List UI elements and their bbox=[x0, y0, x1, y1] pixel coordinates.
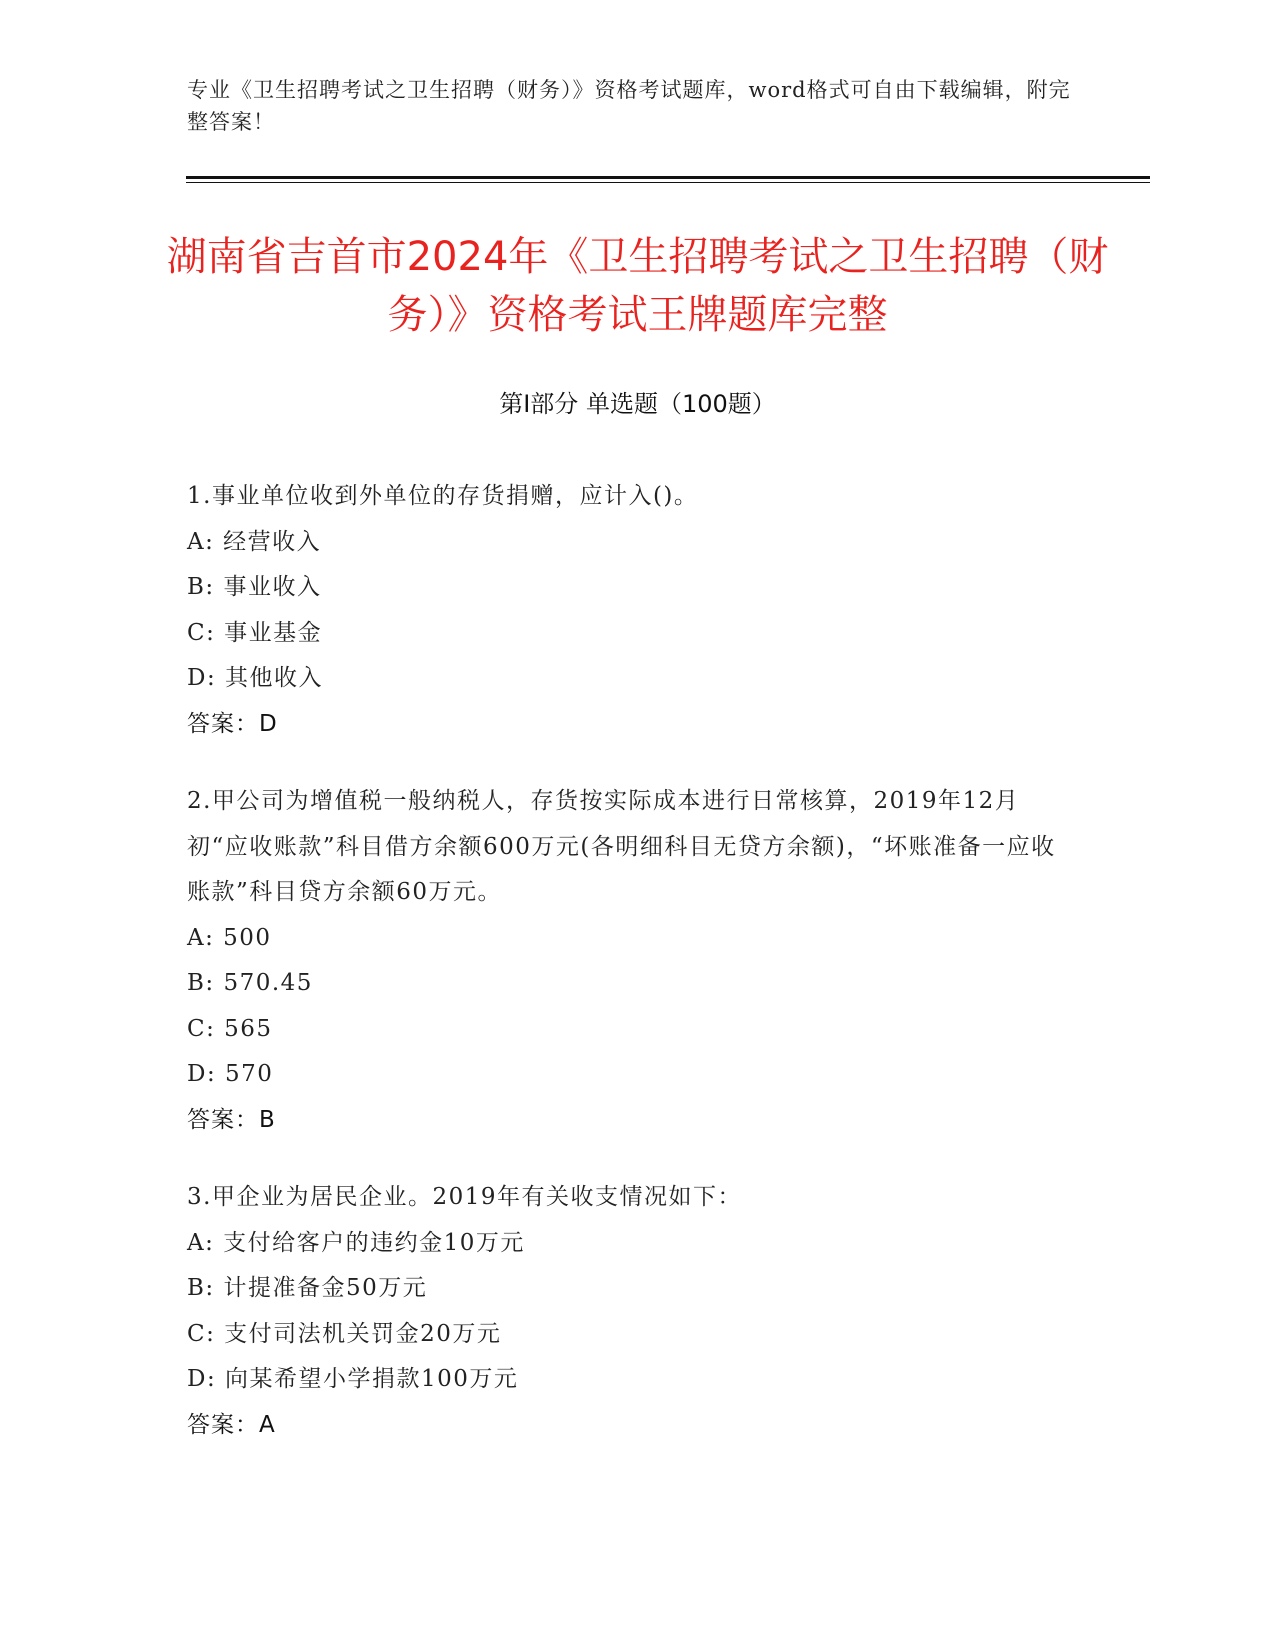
option-b: B: 570.45 bbox=[187, 970, 313, 996]
question-list bbox=[187, 474, 1067, 1480]
answer-line: 答案：A bbox=[187, 1411, 276, 1438]
question-stem: 3.甲企业为居民企业。2019年有关收支情况如下： bbox=[187, 1184, 742, 1210]
header-note: 专业《卫生招聘考试之卫生招聘（财务）》资格考试题库，word格式可自由下载编辑，附完整答案！ bbox=[187, 78, 1071, 134]
option-d: D: 其他收入 bbox=[187, 665, 324, 691]
option-b: B: 计提准备金50万元 bbox=[187, 1275, 428, 1301]
option-b: B: 事业收入 bbox=[187, 574, 322, 600]
question-2 bbox=[187, 779, 1067, 1143]
header-rule-thin bbox=[186, 182, 1150, 183]
question-stem: 2.甲公司为增值税一般纳税人，存货按实际成本进行日常核算，2019年12月初“应收账款”科目借方余额600万元(各明细科目无贷方余额)，“坏账准备一应收账款”科目贷方余额60万元。 bbox=[187, 788, 1056, 905]
option-c: C: 565 bbox=[187, 1015, 273, 1042]
header-rule-thick bbox=[186, 176, 1150, 179]
answer-line: 答案：D bbox=[187, 710, 278, 737]
section-heading: 第Ⅰ部分 单选题（100题） bbox=[499, 390, 776, 418]
option-a: A: 500 bbox=[187, 924, 272, 951]
question-1 bbox=[187, 474, 1067, 747]
option-c: C: 支付司法机关罚金20万元 bbox=[187, 1320, 502, 1347]
question-stem: 1.事业单位收到外单位的存货捐赠，应计入()。 bbox=[187, 483, 699, 509]
answer-line: 答案：B bbox=[187, 1106, 276, 1133]
option-c: C: 事业基金 bbox=[187, 619, 323, 646]
option-d: D: 向某希望小学捐款100万元 bbox=[187, 1366, 519, 1392]
option-a: A: 经营收入 bbox=[187, 528, 322, 555]
question-3 bbox=[187, 1175, 1067, 1448]
option-d: D: 570 bbox=[187, 1061, 274, 1087]
option-a: A: 支付给客户的违约金10万元 bbox=[187, 1229, 525, 1256]
document-title: 湖南省吉首市2024年《卫生招聘考试之卫生招聘（财务）》资格考试王牌题库完整 bbox=[166, 234, 1109, 338]
